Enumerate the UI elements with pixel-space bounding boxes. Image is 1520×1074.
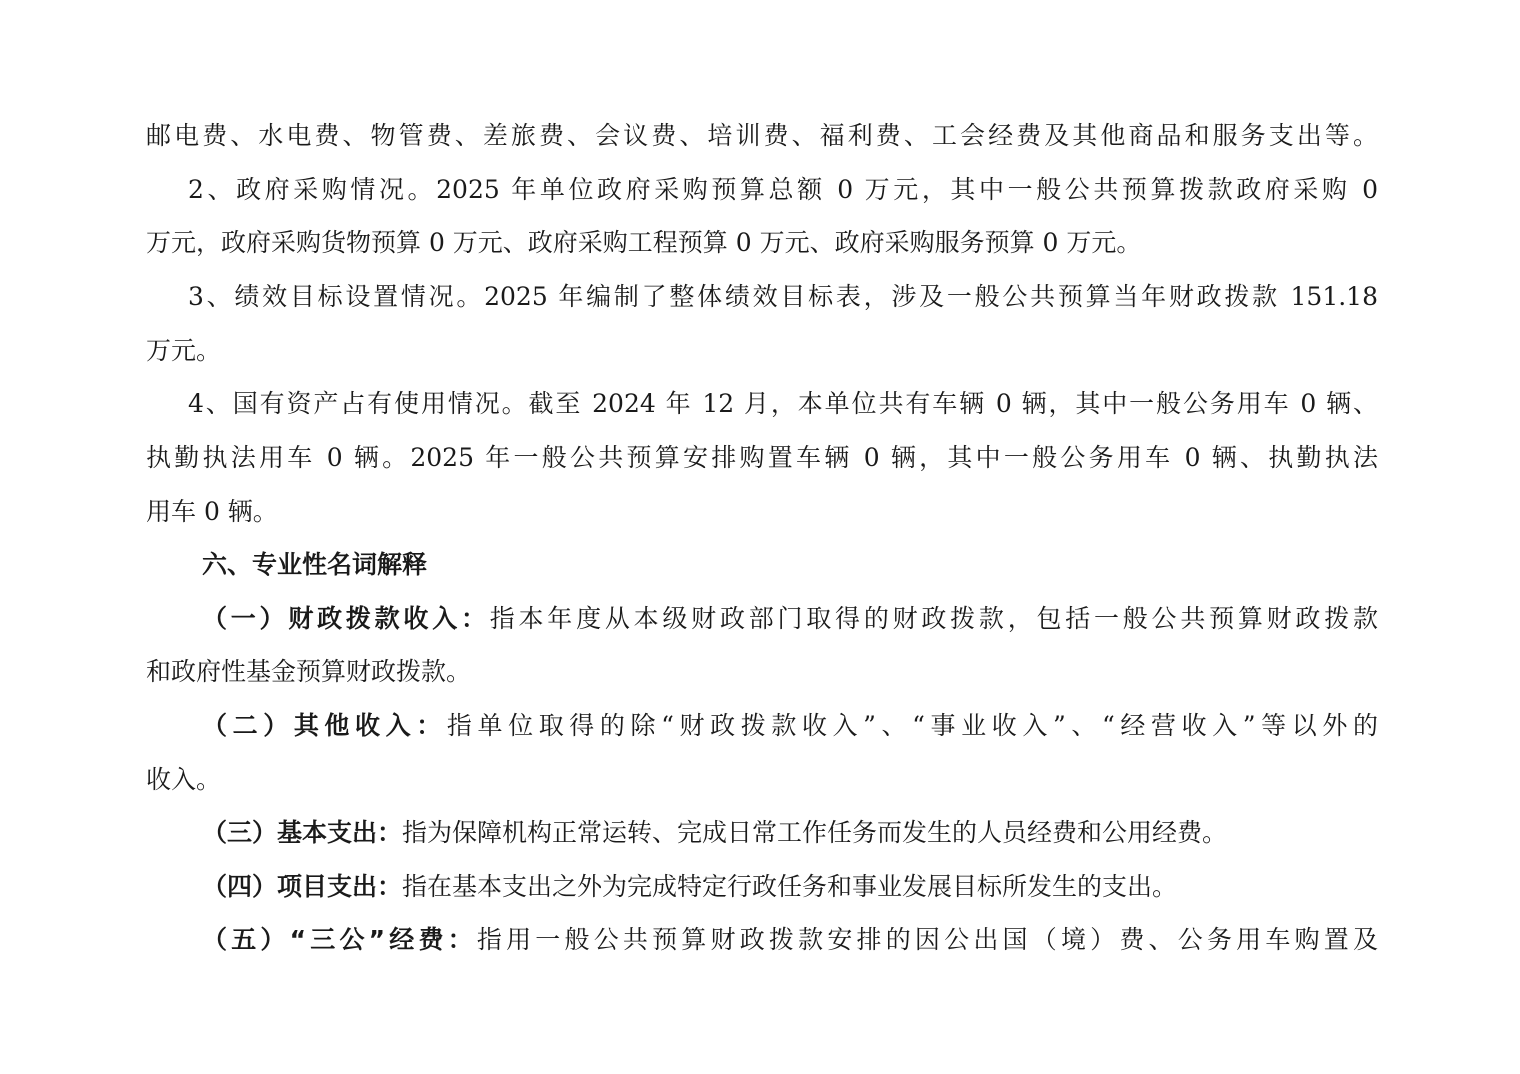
heading-text: 六、专业性名词解释 <box>202 550 428 579</box>
definition-text: 指本年度从本级财政部门取得的财政拨款，包括一般公共预算财政拨款 <box>489 604 1378 633</box>
term-label: （三）基本支出： <box>202 818 403 847</box>
definition-line <box>146 599 1378 639</box>
line-text: 收入。 <box>146 765 222 794</box>
section-heading <box>146 545 1378 585</box>
term-label: （五）“三公”经费： <box>202 925 477 954</box>
paragraph-line <box>146 492 1378 532</box>
paragraph-line <box>146 652 1378 692</box>
line-text: 2、政府采购情况。2025 年单位政府采购预算总额 0 万元，其中一般公共预算拨款政府采购 0 <box>188 175 1378 204</box>
paragraph-line <box>146 223 1378 263</box>
line-text: 万元。 <box>146 336 222 365</box>
paragraph-line <box>146 384 1378 424</box>
paragraph-line <box>146 277 1378 317</box>
definition-line <box>146 813 1378 853</box>
definition-line <box>146 920 1378 960</box>
paragraph-line <box>146 760 1378 800</box>
paragraph-line <box>146 331 1378 371</box>
term-label: （二）其他收入： <box>202 711 447 740</box>
line-text: 用车 0 辆。 <box>146 497 278 526</box>
paragraph-line <box>146 116 1378 156</box>
line-text: 邮电费、水电费、物管费、差旅费、会议费、培训费、福利费、工会经费及其他商品和服务支出等。 <box>146 121 1378 150</box>
term-label: （一）财政拨款收入： <box>202 604 490 633</box>
definition-text: 指单位取得的除“财政拨款收入”、“事业收入”、“经营收入”等以外的 <box>446 711 1378 740</box>
definition-line <box>146 867 1378 907</box>
line-text: 和政府性基金预算财政拨款。 <box>146 657 472 686</box>
term-label: （四）项目支出： <box>202 872 403 901</box>
line-text: 万元，政府采购货物预算 0 万元、政府采购工程预算 0 万元、政府采购服务预算 0 万元。 <box>146 228 1142 257</box>
line-text: 执勤执法用车 0 辆。2025 年一般公共预算安排购置车辆 0 辆，其中一般公务用车 0 辆、执勤执法 <box>146 443 1378 472</box>
line-text: 3、绩效目标设置情况。2025 年编制了整体绩效目标表，涉及一般公共预算当年财政拨款 151.18 <box>188 282 1378 311</box>
paragraph-line <box>146 170 1378 210</box>
definition-line <box>146 706 1378 746</box>
definition-text: 指为保障机构正常运转、完成日常工作任务而发生的人员经费和公用经费。 <box>402 818 1228 847</box>
line-text: 4、国有资产占有使用情况。截至 2024 年 12 月，本单位共有车辆 0 辆，其中一般公务用车 0 辆、 <box>188 389 1378 418</box>
definition-text: 指用一般公共预算财政拨款安排的因公出国（境）费、公务用车购置及 <box>476 925 1378 954</box>
definition-text: 指在基本支出之外为完成特定行政任务和事业发展目标所发生的支出。 <box>402 872 1178 901</box>
paragraph-line <box>146 438 1378 478</box>
document-page <box>146 0 1378 1074</box>
